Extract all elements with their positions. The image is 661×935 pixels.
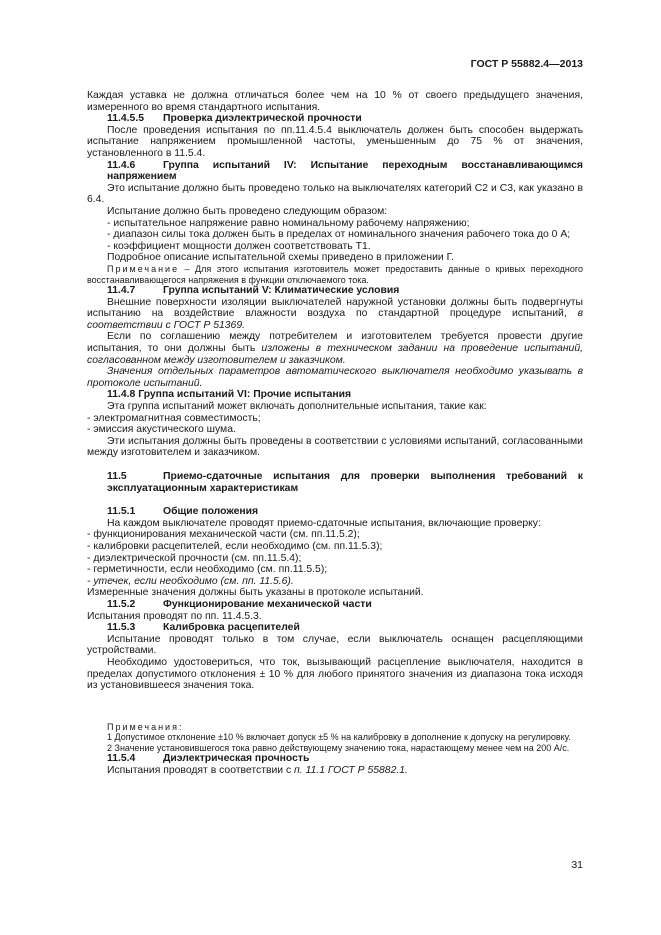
section-title: Группа испытаний V: Климатические условия <box>163 285 400 297</box>
note <box>87 264 583 285</box>
paragraph: Подробное описание испытательной схемы приведено в приложении Г. <box>107 252 454 264</box>
paragraph: Это испытание должно быть проведено только на выключателях категорий С2 и С3, как указано в 6.4. <box>87 182 583 206</box>
paragraph: Испытание проводят только в том случае, если выключатель оснащен расцепляющими устройствами. <box>87 633 583 657</box>
section-title: Проверка диэлектрической прочности <box>163 113 362 125</box>
list-item: - эмиссия акустического шума. <box>87 424 236 436</box>
notes-label: Примечания: <box>107 721 184 732</box>
section-heading-11-4-8: 11.4.8 Группа испытаний VI: Прочие испытания <box>107 389 352 401</box>
note-item: 2 Значение установившегося тока равно действующему значению тока, нарастающему менее чем на 200 А/с. <box>107 742 570 753</box>
list-item: - диэлектрической прочности (см. пп.11.5.4); <box>87 552 302 564</box>
paragraph <box>87 765 583 777</box>
paragraph-italic: изложены в техническом задании на проведение испытаний, согласованном между изготовителем и заказчиком. <box>87 343 583 366</box>
list-item: - утечек, если необходимо (см. пп. 11.5.6). <box>87 575 294 587</box>
paragraph: Необходимо удостовериться, что ток, вызывающий расцепление выключателя, находится в пределах допустимого отклонения ± 10 % для любого принятого значения из диапазона тока исходя из установившееся значения тока. <box>87 656 583 692</box>
section-number: 11.5.3 <box>107 622 136 634</box>
section-heading-11-4-5-5 <box>87 113 583 125</box>
paragraph: На каждом выключателе проводят приемо-сдаточные испытания, включающие проверку: <box>107 517 541 529</box>
paragraph-italic: п. 11.1 ГОСТ Р 55882.1. <box>294 765 408 777</box>
paragraph: Измеренные значения должны быть указаны в протоколе испытаний. <box>87 587 424 599</box>
document-header: ГОСТ Р 55882.4—2013 <box>470 58 583 70</box>
paragraph-text: Внешние поверхности изоляции выключателей наружной установки должны быть подвергнуты испытанию на воздействие влажности воздуха по стандартной процедуре испытаний, <box>87 296 583 320</box>
section-number: 11.4.7 <box>107 285 136 297</box>
section-number: 11.4.6 <box>107 159 136 171</box>
paragraph: Каждая уставка не должна отличаться более чем на 10 % от своего предыдущего значения, измеренного во время стандартного испытания. <box>87 90 583 113</box>
paragraph: Испытание должно быть проведено следующим образом: <box>107 205 388 217</box>
section-number: 11.5.4 <box>107 753 136 765</box>
note-item: 1 Допустимое отклонение ±10 % включает допуск ±5 % на калибровку в дополнение к допуску на регулировку. <box>107 732 571 743</box>
list-item: - функционирования механической части (см. пп.11.5.2); <box>87 529 360 541</box>
list-item: - диапазон силы тока должен быть в пределах от номинального значения рабочего тока до 0 А; <box>107 229 571 241</box>
document-page <box>87 58 583 871</box>
note-label: Примечание <box>107 263 180 274</box>
section-heading-11-5-2 <box>87 599 583 611</box>
paragraph: Эта группа испытаний может включать дополнительные испытания, такие как: <box>107 401 487 413</box>
list-item: - испытательное напряжение равно номинальному рабочему напряжению; <box>107 217 470 229</box>
section-heading-11-5-3 <box>87 622 583 634</box>
section-heading-11-5 <box>87 471 583 494</box>
note-text: – Для этого испытания изготовитель может предоставить данные о кривых переходного восстанавливающегося напряжения в функции отключаемого тока. <box>87 263 583 285</box>
paragraph: Значения отдельных параметров автоматического выключателя необходимо указывать в протоколе испытаний. <box>87 366 583 389</box>
section-number: 11.5.1 <box>107 506 136 518</box>
section-title: Общие положения <box>163 506 259 518</box>
section-title: Диэлектрическая прочность <box>163 753 310 765</box>
paragraph: Эти испытания должны быть проведены в соответствии с условиями испытаний, согласованными между изготовителем и заказчиком. <box>87 435 583 459</box>
page-number: 31 <box>571 859 583 871</box>
list-item: - герметичности, если необходимо (см. пп.11.5.5); <box>87 564 328 576</box>
list-item: - коэффициент мощности должен соответствовать Т1. <box>107 240 371 252</box>
list-item: - калибровки расцепителей, если необходимо (см. пп.11.5.3); <box>87 540 383 552</box>
section-title: Калибровка расцепителей <box>163 622 300 634</box>
section-heading-11-5-1 <box>87 506 583 518</box>
paragraph-text: Если по соглашению между потребителем и изготовителем требуется провести другие испытания, то они должны быть <box>87 331 583 355</box>
section-number: 11.5.2 <box>107 598 136 610</box>
paragraph <box>87 331 583 366</box>
section-number: 11.4.5.5 <box>107 113 144 125</box>
paragraph: После проведения испытания по пп.11.4.5.4 выключатель должен быть способен выдержать испытание напряжением промышленной частоты, уменьшенным до 75 % от значения, установленного в 11.5.4. <box>87 124 583 159</box>
paragraph: Испытания проводят по пп. 11.4.5.3. <box>87 610 262 622</box>
section-title: Функционирование механической части <box>163 598 372 610</box>
paragraph <box>87 297 583 332</box>
section-heading-11-4-7 <box>87 285 583 297</box>
section-number: 11.5 <box>107 471 127 482</box>
paragraph-italic: в соответствии с ГОСТ Р 51369. <box>87 308 583 331</box>
section-title: Приемо-сдаточные испытания для проверки выполнения требований к эксплуатационным характеристикам <box>107 471 583 494</box>
list-item: - электромагнитная совместимость; <box>87 412 261 424</box>
section-heading-11-5-4 <box>87 753 583 765</box>
paragraph-text: Испытания проводят в соответствии с <box>107 765 295 777</box>
section-heading-11-4-6 <box>87 160 583 183</box>
section-title: Группа испытаний IV: Испытание переходным восстанавливающимся напряжением <box>107 159 583 183</box>
